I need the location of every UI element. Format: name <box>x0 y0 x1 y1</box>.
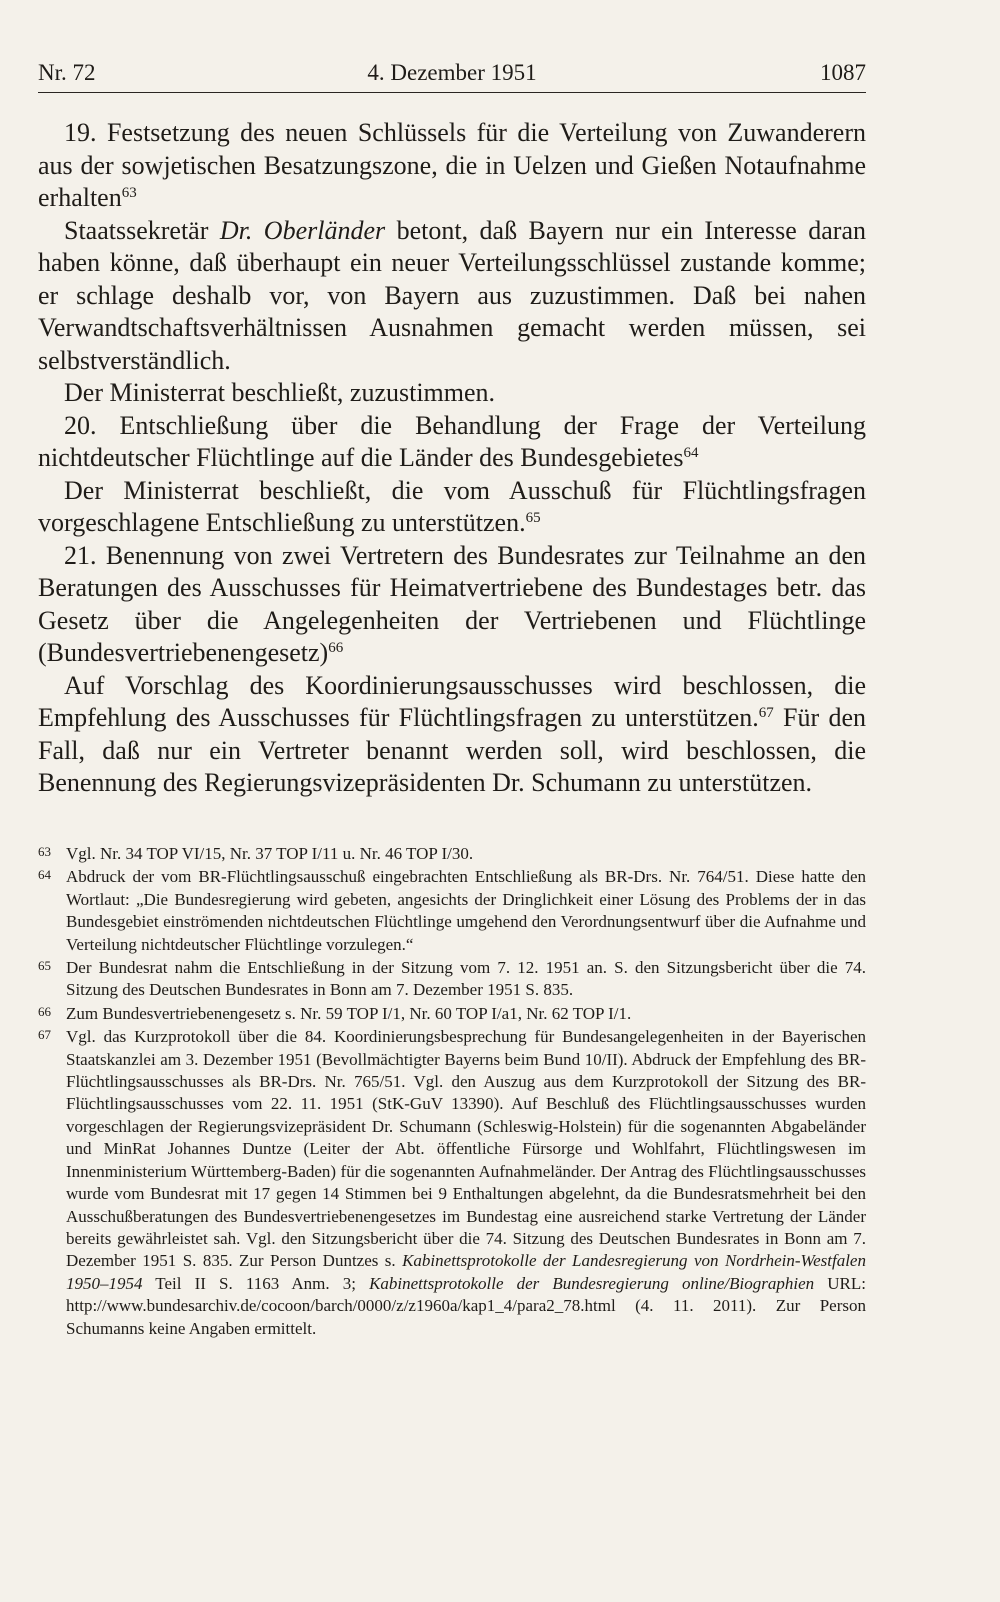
item-21-paragraph-1: Auf Vorschlag des Koordinierungsausschusses wird beschlossen, die Empfehlung des Ausschusses für Flüchtlingsfragen zu unterstützen.$^{67}$ Für den Fall, daß nur ein Vertreter benannt werden soll, wird beschlossen, die Benennung des Regierungsvizepräsidenten Dr. Schumann zu unterstützen. <box>38 670 866 797</box>
footnote-65 <box>38 957 866 1002</box>
running-header <box>38 56 866 93</box>
source-title: Kabinettsprotokolle der Landesregierung von Nordrhein-Westfalen 1950–1954 <box>66 1251 866 1293</box>
footnote-number: 65 <box>38 958 51 974</box>
footnote-63 <box>38 843 866 865</box>
footnote-64 <box>38 866 866 956</box>
footnote-text: Abdruck der vom BR-Flüchtlingsausschuß eingebrachten Entschließung als BR-Drs. Nr. 764/51. Diese hatte den Wortlaut: „Die Bundesregierung wird gebeten, angesichts der Dringlichkeit einer Lösung des Problems der in das Bundesgebiet einströmenden nichtdeutschen Flüchtlinge umgehend den Verordnungsentwurf über die Aufnahme und Verteilung nichtdeutscher Flüchtlinge vorzulegen.“ <box>66 867 866 954</box>
header-date: 4. Dezember 1951 <box>367 60 537 85</box>
item-19-title: 19. Festsetzung des neuen Schlüssels für die Verteilung von Zuwanderern aus der sowjetischen Besatzungszone, die in Uelzen und Gießen Notaufnahme erhalten$^{63}$ <box>38 118 866 212</box>
footnote-ref-66: 66 <box>328 640 344 656</box>
footnote-66 <box>38 1003 866 1025</box>
header-page-number: 1087 <box>820 60 866 85</box>
person-name: Dr. Oberländer <box>219 215 386 245</box>
header-issue: Nr. 72 <box>38 60 96 85</box>
footnote-ref-64: 64 <box>683 445 699 461</box>
source-title: Kabinettsprotokolle der Bundesregierung online/Biographien <box>369 1273 815 1293</box>
footnote-text: Vgl. das Kurzprotokoll über die 84. Koordinierungsbesprechung für Bundesangelegenheiten in der Bayerischen Staatskanzlei am 3. Dezember 1951 (Bevollmächtigter Bayerns beim Bund 10/II). Abdruck der Empfehlung des BR-Flüchtlingsausschusses als BR-Drs. Nr. 765/51. Vgl. den Auszug aus dem Kurzprotokoll der Sitzung des BR-Flüchtlingsausschusses vom 22. 11. 1951 (StK-GuV 13390). Auf Beschluß des Flüchtlingsausschusses wurden vorgeschlagen der Regierungsvizepräsident Dr. Schumann (Schleswig-Holstein) für die sogenannten Abgabeländer und MinRat Johannes Duntze (Leiter der Abt. öffentliche Fürsorge und Wohlfahrt, Flüchtlingswesen im Innenministerium Württemberg-Baden) für die sogenannten Aufnahmeländer. Der Antrag des Flüchtlingsausschusses wurde vom Bundesrat mit 17 gegen 14 Stimmen bei 9 Enthaltungen abgelehnt, da die Bundesratsmehrheit bei den Ausschußberatungen des Bundesvertriebenengesetzes im Bundestag eine ausreichend starke Vertretung der Länder bereits gewährleistet sah. Vgl. den Sitzungsbericht über die 74. Sitzung des Deutschen Bundesrates in Bonn am 7. Dezember 1951 S. 835. Zur Person Duntzes s. Kabinettsprotokolle der Landesregierung von Nordrhein-Westfalen 1950–1954 Teil II S. 1163 Anm. 3; Kabinettsprotokolle der Bundesregierung online/Biographien URL: http://www.bundesarchiv.de/cocoon/barch/0000/z/z1960a/kap1_4/para2_78.html (4. 11. 2011). Zur Person Schumanns keine Angaben ermittelt. <box>66 1027 866 1338</box>
footnote-ref-67: 67 <box>758 705 774 721</box>
footnotes <box>38 843 866 1340</box>
footnote-text: Zum Bundesvertriebenengesetz s. Nr. 59 TOP I/1, Nr. 60 TOP I/a1, Nr. 62 TOP I/1. <box>66 1003 632 1023</box>
footnote-number: 67 <box>38 1027 51 1043</box>
footnote-67 <box>38 1026 866 1340</box>
footnote-text: Der Bundesrat nahm die Entschließung in der Sitzung vom 7. 12. 1951 an. S. den Sitzungsbericht über die 74. Sitzung des Deutschen Bundesrates in Bonn am 7. Dezember 1951 S. 835. <box>66 958 866 1000</box>
item-20-title: 20. Entschließung über die Behandlung der Frage der Verteilung nichtdeutscher Flüchtlinge auf die Länder des Bundesgebietes$^{64}$ <box>38 410 866 472</box>
footnote-ref-65: 65 <box>525 510 541 526</box>
item-19-paragraph-1: Staatssekretär Dr. Oberländer betont, daß Bayern nur ein Interesse daran haben könne, daß überhaupt ein neuer Verteilungsschlüssel zustande komme; er schlage deshalb vor, von Bayern aus zuzustimmen. Daß bei nahen Verwandtschaftsverhältnissen Ausnahmen gemacht werden müssen, sei selbstverständlich. <box>38 215 866 375</box>
footnote-number: 64 <box>38 867 51 883</box>
footnote-ref-63: 63 <box>121 185 137 201</box>
footnote-number: 66 <box>38 1003 51 1019</box>
footnote-text: Vgl. Nr. 34 TOP VI/15, Nr. 37 TOP I/11 u. Nr. 46 TOP I/30. <box>66 844 474 863</box>
footnote-number: 63 <box>38 844 51 859</box>
item-20-paragraph-1: Der Ministerrat beschließt, die vom Ausschuß für Flüchtlingsfragen vorgeschlagene Entschließung zu unterstützen.$^{65}$ <box>38 475 866 537</box>
item-19-paragraph-2: Der Ministerrat beschließt, zuzustimmen. <box>64 378 496 407</box>
main-text <box>38 117 866 800</box>
item-21-title: 21. Benennung von zwei Vertretern des Bundesrates zur Teilnahme an den Beratungen des Ausschusses für Heimatvertriebene des Bundestages betr. das Gesetz über die Angelegenheiten der Vertriebenen und Flüchtlinge (Bundesvertriebenengesetz)$^{66}$ <box>38 540 866 667</box>
